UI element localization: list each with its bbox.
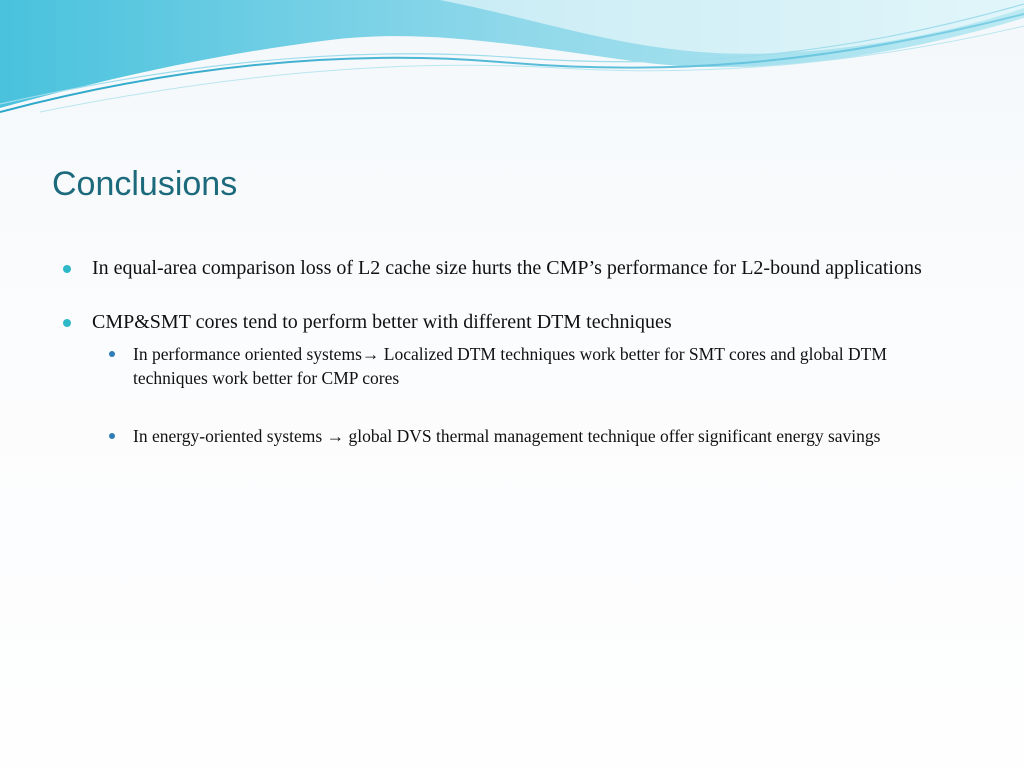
bullet-text: CMP&SMT cores tend to perform better with different DTM techniques xyxy=(92,311,672,333)
sub-bullet-list xyxy=(92,342,940,448)
bullet-dot-icon xyxy=(63,319,71,327)
slide-content xyxy=(60,255,940,448)
bullet-dot-icon xyxy=(63,265,71,273)
sub-bullet-text: In energy-oriented systems → global DVS thermal management technique offer significant energy savings xyxy=(133,426,881,446)
header-wave-decoration xyxy=(0,0,1024,130)
sub-bullet-text: In performance oriented systems→ Localized DTM techniques work better for SMT cores and global DTM techniques work better for CMP cores xyxy=(133,344,887,388)
slide-title: Conclusions xyxy=(52,165,238,203)
bullet-item xyxy=(60,255,940,282)
sub-bullet-dot-icon xyxy=(109,433,115,439)
bullet-text: In equal-area comparison loss of L2 cache size hurts the CMP’s performance for L2-bound applications xyxy=(92,257,922,279)
bullet-item xyxy=(60,309,940,448)
sub-bullet-item xyxy=(92,424,940,448)
sub-bullet-dot-icon xyxy=(109,351,115,357)
sub-bullet-item xyxy=(92,342,940,390)
